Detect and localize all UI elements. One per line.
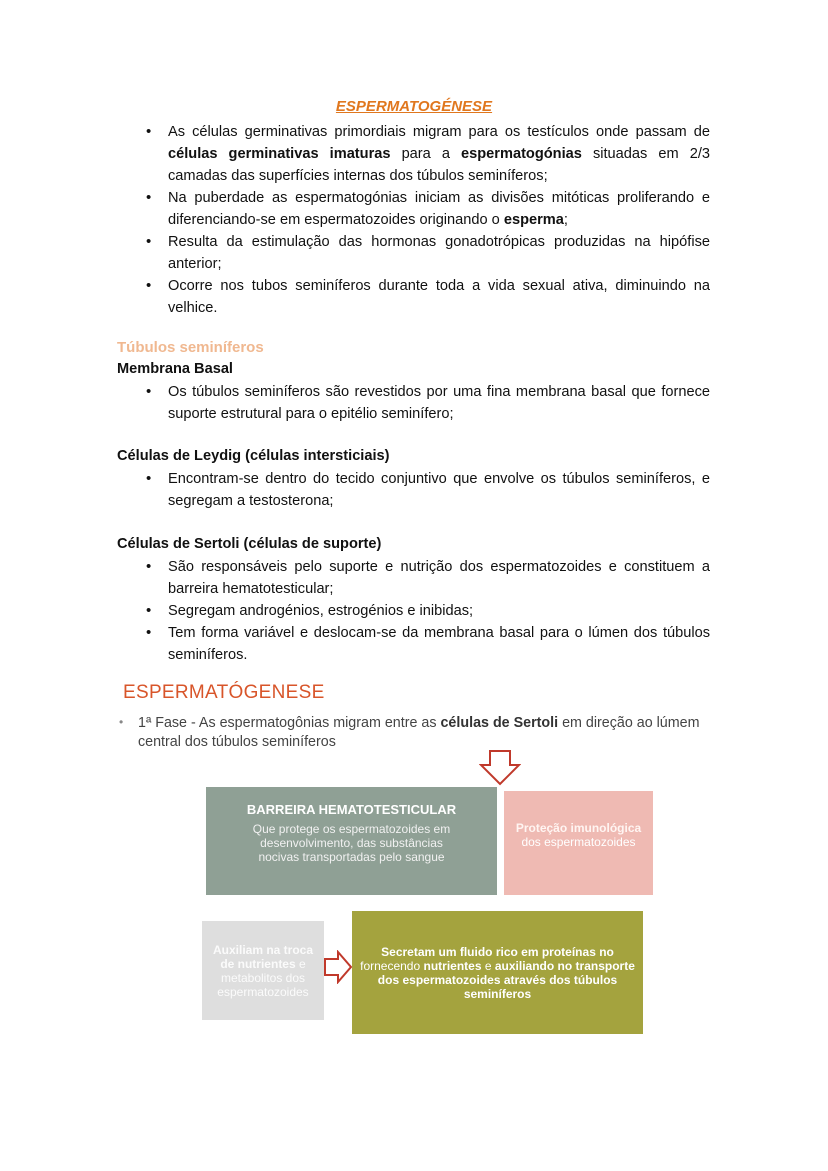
page-title: ESPERMATOGÉNESE	[335, 98, 493, 115]
slide-title: ESPERMATÓGENESE	[123, 682, 325, 703]
slide-bullet: • 1ª Fase - As espermatogônias migram entre as células de Sertoli em direção ao lúmem central dos túbulos seminíferos	[119, 715, 700, 750]
intro-list	[146, 121, 710, 319]
bullet-dot-icon: •	[119, 715, 124, 729]
sertoli-list	[146, 556, 710, 666]
list-item: • Resulta da estimulação das hormonas gonadotrópicas produzidas na hipófise anterior;	[146, 231, 710, 275]
immune-box	[504, 791, 653, 895]
section-title: Túbulos seminíferos	[117, 339, 264, 356]
leydig-heading: Células de Leydig (células intersticiais)	[117, 448, 390, 464]
secrete-box: Secretam um fluido rico em proteínas no fornecendo nutrientes e auxiliando no transporte dos espermatozoides através dos túbulos seminíferos	[352, 911, 643, 1034]
leydig-list	[146, 468, 710, 512]
immune-title: Proteção imunológica	[515, 821, 642, 835]
aux-box: Auxiliam na troca de nutrientes e metabolitos dos espermatozoides	[202, 921, 324, 1020]
arrow-right-icon	[323, 950, 353, 984]
sertoli-heading: Células de Sertoli (células de suporte)	[117, 536, 382, 552]
membrana-list	[146, 381, 710, 425]
list-item: • São responsáveis pelo suporte e nutrição dos espermatozoides e constituem a barreira hematotesticular;	[146, 556, 710, 600]
barrier-box	[206, 787, 497, 895]
membrana-heading: Membrana Basal	[117, 361, 233, 377]
immune-sub: dos espermatozoides	[521, 835, 636, 849]
list-item: • Os túbulos seminíferos são revestidos por uma fina membrana basal que fornece suporte estrutural para o epitélio seminífero;	[146, 381, 710, 425]
list-item: • Tem forma variável e deslocam-se da membrana basal para o lúmen dos túbulos seminíferos.	[146, 622, 710, 666]
arrow-down-icon	[479, 750, 521, 786]
list-item: • Ocorre nos tubos seminíferos durante toda a vida sexual ativa, diminuindo na velhice.	[146, 275, 710, 319]
list-item: • Na puberdade as espermatogónias iniciam as divisões mitóticas proliferando e diferenciando-se em espermatozoides originando o esperma;	[146, 187, 710, 231]
list-item: • As células germinativas primordiais migram para os testículos onde passam de células germinativas imaturas para a espermatogónias situadas em 2/3 camadas das superfícies internas dos túbulos seminíferos;	[146, 121, 710, 187]
list-item: • Encontram-se dentro do tecido conjuntivo que envolve os túbulos seminíferos, e segregam a testosterona;	[146, 468, 710, 512]
list-item: • Segregam androgénios, estrogénios e inibidas;	[146, 600, 710, 622]
barrier-title: BARREIRA HEMATOTESTICULAR	[246, 802, 457, 817]
barrier-body: Que protege os espermatozoides em desenvolvimento, das substâncias nocivas transportadas pelo sangue	[252, 822, 451, 864]
